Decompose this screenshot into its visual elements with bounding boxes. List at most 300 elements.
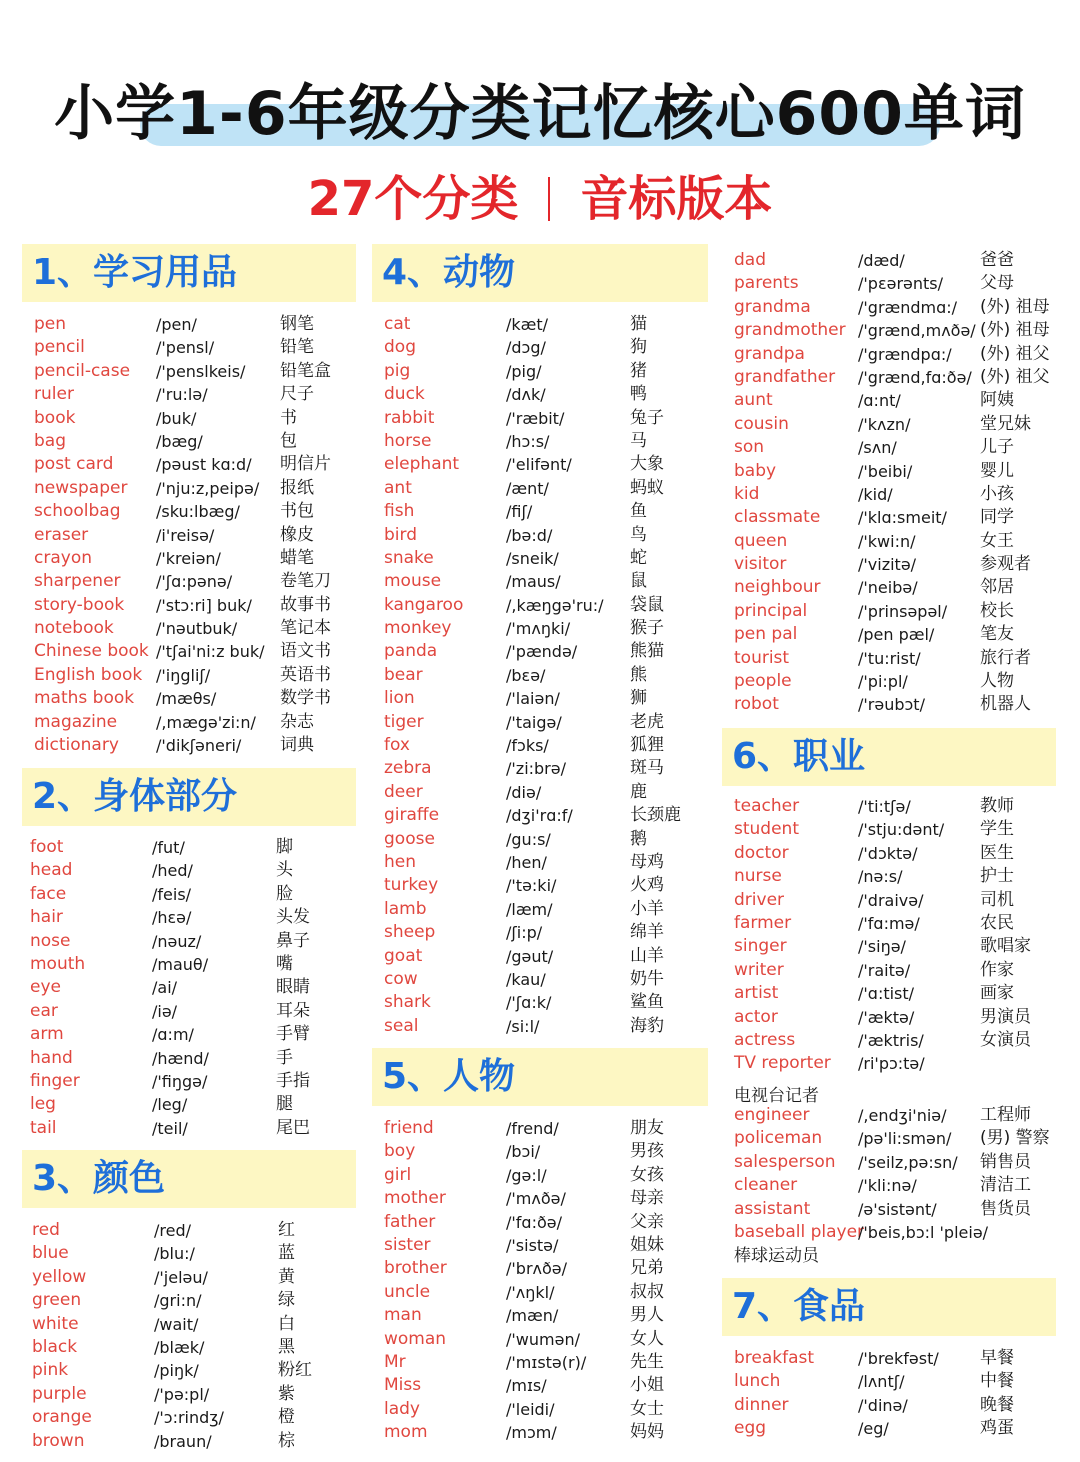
- word-word: sharpener: [34, 571, 121, 592]
- word-row: [384, 687, 704, 710]
- word-phonetic: /kau/: [506, 969, 546, 989]
- word-phonetic: /iə/: [152, 1001, 178, 1021]
- word-row: [32, 1430, 352, 1453]
- word-row: [384, 1398, 704, 1421]
- word-phonetic: /,endʒi'niə/: [858, 1106, 947, 1125]
- title-wrap: [0, 78, 1080, 150]
- word-meaning: 阿姨: [980, 390, 1014, 411]
- word-word: blue: [32, 1243, 69, 1264]
- word-word: hair: [30, 907, 63, 928]
- word-word: panda: [384, 641, 438, 662]
- word-phonetic: /bɔi/: [506, 1142, 541, 1162]
- word-word: green: [32, 1290, 82, 1311]
- word-meaning: 邻居: [980, 577, 1014, 598]
- word-phonetic: /pig/: [506, 361, 542, 381]
- word-word: shark: [384, 992, 431, 1013]
- word-phonetic: /'kwi:n/: [858, 531, 916, 551]
- word-phonetic: /buk/: [156, 408, 197, 428]
- word-meaning: 妈妈: [630, 1422, 664, 1443]
- word-row: [384, 1117, 704, 1140]
- word-meaning: 医生: [980, 842, 1014, 863]
- word-phonetic: /feis/: [152, 884, 192, 904]
- word-row: [32, 1383, 352, 1406]
- word-word: baseball player: [734, 1221, 865, 1242]
- word-row: [734, 1029, 1064, 1052]
- word-row: [734, 483, 1064, 506]
- word-row: [32, 1336, 352, 1359]
- word-phonetic: /gə:l/: [506, 1165, 547, 1185]
- section-title-food: 7、食品: [722, 1278, 1056, 1336]
- word-meaning: 鸭: [630, 384, 647, 405]
- word-meaning: 同学: [980, 507, 1014, 528]
- word-row: [30, 1000, 350, 1023]
- word-row: [734, 1370, 1064, 1393]
- word-row: [32, 1359, 352, 1382]
- word-word: queen: [734, 530, 788, 551]
- word-word: arm: [30, 1024, 64, 1045]
- section-title-animals: 4、动物: [372, 244, 708, 302]
- word-row: [734, 506, 1064, 529]
- word-row: [30, 976, 350, 999]
- section-title-people: 5、人物: [372, 1048, 708, 1106]
- word-word: girl: [384, 1164, 412, 1185]
- word-row: [384, 1374, 704, 1397]
- word-meaning: 小孩: [980, 483, 1014, 504]
- word-row: [734, 818, 1064, 841]
- word-row: [32, 1289, 352, 1312]
- word-list-people: [384, 1117, 704, 1444]
- word-word: yellow: [32, 1266, 87, 1287]
- word-phonetic: /ʃi:p/: [506, 923, 543, 943]
- word-row: [734, 795, 1064, 818]
- word-meaning: 校长: [980, 600, 1014, 621]
- word-phonetic: /mauθ/: [152, 954, 209, 974]
- word-meaning: 绵羊: [630, 922, 664, 943]
- word-phonetic: /,mægə'zi:n/: [156, 712, 256, 732]
- word-phonetic: /'rəubɔt/: [858, 695, 925, 715]
- word-word: grandma: [734, 296, 811, 317]
- word-phonetic: /'pεərənts/: [858, 274, 943, 294]
- word-row: [734, 865, 1064, 888]
- word-meaning: 头: [276, 860, 293, 881]
- word-phonetic: /mæθs/: [156, 689, 217, 709]
- word-meaning: 马: [630, 430, 647, 451]
- word-row: [384, 757, 704, 780]
- word-phonetic: /'mʌðə/: [506, 1189, 566, 1209]
- word-phonetic: /'æktris/: [858, 1030, 924, 1050]
- word-row: [32, 1406, 352, 1429]
- word-meaning: 农民: [980, 912, 1014, 933]
- word-phonetic: /'stju:dənt/: [858, 820, 945, 840]
- word-meaning: 黑: [278, 1336, 295, 1357]
- word-phonetic: /læm/: [506, 899, 553, 919]
- word-word: lady: [384, 1398, 420, 1419]
- word-meaning: 中餐: [980, 1371, 1014, 1392]
- word-row: [734, 935, 1064, 958]
- word-phonetic: /wait/: [154, 1314, 199, 1334]
- word-word: principal: [734, 600, 808, 621]
- word-word: classmate: [734, 507, 821, 528]
- word-meaning: 画家: [980, 983, 1014, 1004]
- word-meaning: 清洁工: [980, 1175, 1031, 1196]
- word-meaning: 爸爸: [980, 250, 1014, 270]
- word-phonetic: /'tʃai'ni:z buk/: [156, 642, 265, 662]
- word-word: story-book: [34, 594, 125, 615]
- word-row: [734, 1052, 1064, 1075]
- word-word: black: [32, 1336, 78, 1357]
- word-row: [34, 383, 354, 406]
- word-phonetic: /eg/: [858, 1419, 889, 1439]
- word-word: rabbit: [384, 407, 435, 428]
- word-meaning: 鼻子: [276, 930, 310, 951]
- word-word: newspaper: [34, 477, 128, 498]
- section-title-body: 2、身体部分: [22, 768, 356, 826]
- word-list-jobs-2: [734, 1104, 1064, 1244]
- word-row: [384, 991, 704, 1014]
- word-meaning: 早餐: [980, 1348, 1014, 1368]
- word-meaning: 男孩: [630, 1141, 664, 1162]
- word-row: [734, 1174, 1064, 1197]
- word-phonetic: /bə:d/: [506, 525, 553, 545]
- word-meaning: 手臂: [276, 1024, 310, 1045]
- word-phonetic: /dʌk/: [506, 385, 546, 405]
- word-meaning: 姐妹: [630, 1234, 664, 1255]
- word-word: doctor: [734, 842, 789, 863]
- word-row: [30, 836, 350, 859]
- word-phonetic: /'seilz,pə:sn/: [858, 1152, 958, 1172]
- word-meaning: 先生: [630, 1351, 664, 1372]
- word-row: [384, 734, 704, 757]
- word-list-colors: [32, 1219, 352, 1453]
- word-word: lunch: [734, 1371, 781, 1392]
- word-word: cow: [384, 968, 418, 989]
- word-word: farmer: [734, 912, 792, 933]
- word-row: [30, 883, 350, 906]
- word-word: tiger: [384, 711, 424, 732]
- word-meaning: 白: [278, 1313, 295, 1334]
- word-word: kangaroo: [384, 594, 464, 615]
- word-word: bear: [384, 664, 423, 685]
- word-meaning: 绿: [278, 1290, 295, 1311]
- word-list-food: [734, 1347, 1064, 1441]
- word-phonetic: /gəut/: [506, 946, 554, 966]
- word-word: bird: [384, 524, 417, 545]
- word-phonetic: /'sistə/: [506, 1235, 559, 1255]
- word-row: [734, 842, 1064, 865]
- word-word: neighbour: [734, 577, 821, 598]
- word-list-jobs: [734, 795, 1064, 1076]
- word-word: pen pal: [734, 624, 798, 645]
- word-word: driver: [734, 889, 785, 910]
- word-word: student: [734, 819, 799, 840]
- word-row: [734, 1151, 1064, 1174]
- word-phonetic: /pen pæl/: [858, 625, 935, 645]
- word-row: [734, 1006, 1064, 1029]
- word-meaning: 袋鼠: [630, 594, 664, 615]
- word-meaning: 婴儿: [980, 460, 1014, 481]
- word-phonetic: /'nju:z,peipə/: [156, 478, 260, 498]
- word-row: [734, 959, 1064, 982]
- word-phonetic: /mɪs/: [506, 1376, 547, 1396]
- word-phonetic: /'zi:brə/: [506, 759, 566, 779]
- word-phonetic: /'dikʃəneri/: [156, 736, 242, 756]
- word-phonetic: /'pi:pl/: [858, 672, 908, 692]
- word-phonetic: /'siŋə/: [858, 937, 906, 957]
- word-phonetic: /,kæŋgə'ru:/: [506, 595, 604, 615]
- word-word: people: [734, 671, 792, 692]
- word-word: monkey: [384, 618, 452, 639]
- word-word: father: [384, 1211, 436, 1232]
- word-phonetic: /dɔg/: [506, 338, 546, 358]
- word-row: [384, 1257, 704, 1280]
- word-word: seal: [384, 1015, 419, 1036]
- word-meaning: 报纸: [280, 477, 314, 498]
- word-phonetic: /blæk/: [154, 1337, 205, 1357]
- word-row: [34, 477, 354, 500]
- word-meaning: 售货员: [980, 1198, 1031, 1219]
- word-phonetic: /'kli:nə/: [858, 1176, 917, 1196]
- word-meaning: 猴子: [630, 618, 664, 639]
- word-phonetic: /fiʃ/: [506, 502, 533, 522]
- word-meaning: 歌唱家: [980, 936, 1031, 957]
- word-word: turkey: [384, 875, 439, 896]
- word-meaning: 语文书: [280, 641, 331, 662]
- word-list-people-continued: [734, 249, 1064, 717]
- word-word: duck: [384, 384, 425, 405]
- word-meaning: 猫: [630, 314, 647, 334]
- word-word: woman: [384, 1328, 447, 1349]
- word-word: crayon: [34, 547, 92, 568]
- word-row: [734, 670, 1064, 693]
- word-meaning: 大象: [630, 454, 664, 475]
- word-meaning: 狗: [630, 337, 647, 358]
- word-meaning: (男) 警察: [980, 1128, 1050, 1149]
- word-word: sister: [384, 1234, 431, 1255]
- word-phonetic: /hɔ:s/: [506, 431, 550, 451]
- word-phonetic: /'prinsəpəl/: [858, 601, 948, 621]
- word-phonetic: /'fiŋgə/: [152, 1071, 208, 1091]
- subtitle-left: 27个分类: [307, 171, 519, 227]
- word-word: hen: [384, 851, 417, 872]
- word-meaning: 教师: [980, 796, 1014, 816]
- word-row: [384, 1211, 704, 1234]
- word-phonetic: /dʒi'rɑ:f/: [506, 806, 573, 826]
- word-phonetic: /bεə/: [506, 665, 546, 685]
- word-phonetic: /'ɑ:tist/: [858, 984, 915, 1004]
- word-phonetic: /mæn/: [506, 1306, 559, 1326]
- word-word: baby: [734, 460, 777, 481]
- word-phonetic: /'ɔ:rindʒ/: [154, 1408, 224, 1428]
- word-phonetic: /sʌn/: [858, 438, 897, 458]
- word-phonetic: /'taigə/: [506, 712, 562, 732]
- word-phonetic: /'dɔktə/: [858, 843, 918, 863]
- word-meaning: 工程师: [980, 1105, 1031, 1125]
- word-meaning: 堂兄妹: [980, 413, 1031, 434]
- page-title: 小学1-6年级分类记忆核心600单词: [54, 79, 1026, 149]
- word-meaning: 鸟: [630, 524, 647, 545]
- word-word: pig: [384, 360, 411, 381]
- word-meaning: 钢笔: [280, 314, 314, 334]
- word-phonetic: /red/: [154, 1221, 192, 1240]
- word-phonetic: /'pə:pl/: [154, 1384, 210, 1404]
- word-meaning: 黄: [278, 1266, 295, 1287]
- word-word: tourist: [734, 647, 790, 668]
- word-phonetic: /'grændpɑ:/: [858, 344, 952, 364]
- word-phonetic: /maus/: [506, 572, 561, 592]
- word-row: [34, 711, 354, 734]
- word-phonetic: /'kreiən/: [156, 548, 221, 568]
- word-meaning: 蚂蚁: [630, 477, 664, 498]
- word-meaning: 熊猫: [630, 641, 664, 662]
- word-phonetic: /'iŋgliʃ/: [156, 665, 211, 685]
- word-row: [384, 640, 704, 663]
- word-phonetic: /'æktə/: [858, 1007, 915, 1027]
- word-row: [34, 617, 354, 640]
- word-meaning: 女演员: [980, 1029, 1031, 1050]
- word-meaning: 鹿: [630, 781, 647, 802]
- word-word: artist: [734, 983, 779, 1004]
- word-row: [30, 1117, 350, 1140]
- word-word: dad: [734, 250, 766, 270]
- word-meaning: 机器人: [980, 694, 1031, 715]
- word-meaning: 司机: [980, 889, 1014, 910]
- word-word: white: [32, 1313, 79, 1334]
- word-meaning: 狮: [630, 688, 647, 709]
- word-phonetic: /blu:/: [154, 1244, 195, 1264]
- subtitle-right: 音标版本: [580, 171, 773, 227]
- word-meaning: 小羊: [630, 898, 664, 919]
- word-phonetic: /fɔks/: [506, 736, 549, 756]
- word-row: [734, 600, 1064, 623]
- word-phonetic: /'fɑ:ðə/: [506, 1212, 562, 1232]
- word-phonetic: /'mɪstə(r)/: [506, 1352, 587, 1372]
- word-word: nose: [30, 930, 71, 951]
- word-word: purple: [32, 1383, 87, 1404]
- word-row: [384, 851, 704, 874]
- word-row: [734, 553, 1064, 576]
- word-meaning: 叔叔: [630, 1281, 664, 1302]
- word-meaning: 海豹: [630, 1015, 664, 1036]
- word-row: [734, 889, 1064, 912]
- word-word: eraser: [34, 524, 89, 545]
- word-word: pink: [32, 1360, 69, 1381]
- word-meaning: 书: [280, 407, 297, 428]
- word-meaning: 长颈鹿: [630, 805, 681, 826]
- word-meaning: 红: [278, 1220, 295, 1240]
- word-phonetic: /'neibə/: [858, 578, 918, 598]
- word-word: aunt: [734, 390, 773, 411]
- word-row: [734, 576, 1064, 599]
- word-meaning: 橙: [278, 1407, 295, 1428]
- word-phonetic: /mɔm/: [506, 1423, 557, 1443]
- word-row: [734, 1104, 1064, 1127]
- word-meaning: 父亲: [630, 1211, 664, 1232]
- word-row: [734, 366, 1064, 389]
- word-row: [384, 1015, 704, 1038]
- word-meaning: 兄弟: [630, 1258, 664, 1279]
- word-row: [734, 1347, 1064, 1370]
- word-row: [384, 547, 704, 570]
- word-row: [384, 477, 704, 500]
- word-row: [34, 687, 354, 710]
- word-row: [734, 460, 1064, 483]
- word-phonetic: /'beibi/: [858, 461, 913, 481]
- word-meaning: 老虎: [630, 711, 664, 732]
- word-meaning: 笔记本: [280, 618, 331, 639]
- word-meaning: 英语书: [280, 664, 331, 685]
- word-row: [384, 968, 704, 991]
- word-word: elephant: [384, 454, 460, 475]
- word-row: [384, 711, 704, 734]
- word-meaning: 蛇: [630, 547, 647, 568]
- word-meaning: 山羊: [630, 945, 664, 966]
- word-phonetic: /'jeləu/: [154, 1267, 208, 1287]
- word-phonetic: /'draivə/: [858, 890, 924, 910]
- word-row: [34, 313, 354, 336]
- word-row: [384, 336, 704, 359]
- word-phonetic: /'vizitə/: [858, 555, 917, 575]
- word-phonetic: /ænt/: [506, 478, 549, 498]
- word-word: foot: [30, 837, 64, 857]
- word-row: [734, 1127, 1064, 1150]
- word-phonetic: /nəuz/: [152, 931, 202, 951]
- word-meaning: 销售员: [980, 1151, 1031, 1172]
- word-meaning: 鸡蛋: [980, 1418, 1014, 1439]
- word-word: cat: [384, 314, 411, 334]
- word-word: maths book: [34, 688, 135, 709]
- word-word: finger: [30, 1070, 80, 1091]
- word-row: [734, 647, 1064, 670]
- word-list-body: [30, 836, 350, 1140]
- word-meaning: 熊: [630, 664, 647, 685]
- word-phonetic: /lʌntʃ/: [858, 1372, 905, 1392]
- word-meaning: 脚: [276, 837, 293, 857]
- word-word: leg: [30, 1094, 56, 1115]
- word-phonetic: /'penslkeis/: [156, 361, 246, 381]
- word-row: [384, 1328, 704, 1351]
- word-meaning: 女王: [980, 530, 1014, 551]
- word-phonetic: /ɑ:m/: [152, 1025, 194, 1045]
- word-meaning: 学生: [980, 819, 1014, 840]
- word-word: actress: [734, 1029, 796, 1050]
- word-meaning: 包: [280, 430, 297, 451]
- word-phonetic: /'klɑ:smeit/: [858, 508, 947, 528]
- word-row: [34, 734, 354, 757]
- word-phonetic: /'ræbit/: [506, 408, 565, 428]
- word-word: grandmother: [734, 320, 846, 341]
- word-word: dog: [384, 337, 416, 358]
- word-word: goat: [384, 945, 423, 966]
- word-meaning: 父母: [980, 273, 1014, 294]
- word-phonetic: /'ʃɑ:pənə/: [156, 572, 233, 592]
- word-phonetic: /i'reisə/: [156, 525, 215, 545]
- word-word: schoolbag: [34, 501, 121, 522]
- word-meaning: 斑马: [630, 758, 664, 779]
- word-word: policeman: [734, 1128, 823, 1149]
- word-phonetic: /pə'li:smən/: [858, 1129, 952, 1149]
- word-word: magazine: [34, 711, 118, 732]
- word-row: [384, 1164, 704, 1187]
- word-meaning: 鲨鱼: [630, 992, 664, 1013]
- word-row: [384, 1187, 704, 1210]
- word-word: head: [30, 860, 73, 881]
- word-phonetic: /sku:lbæg/: [156, 502, 240, 522]
- word-meaning: 尾巴: [276, 1117, 310, 1138]
- word-meaning: 卷笔刀: [280, 571, 331, 592]
- jobs-note-baseball-player: 棒球运动员: [734, 1246, 819, 1266]
- word-phonetic: /'grænd,mʌðə/: [858, 321, 976, 341]
- word-word: breakfast: [734, 1348, 815, 1368]
